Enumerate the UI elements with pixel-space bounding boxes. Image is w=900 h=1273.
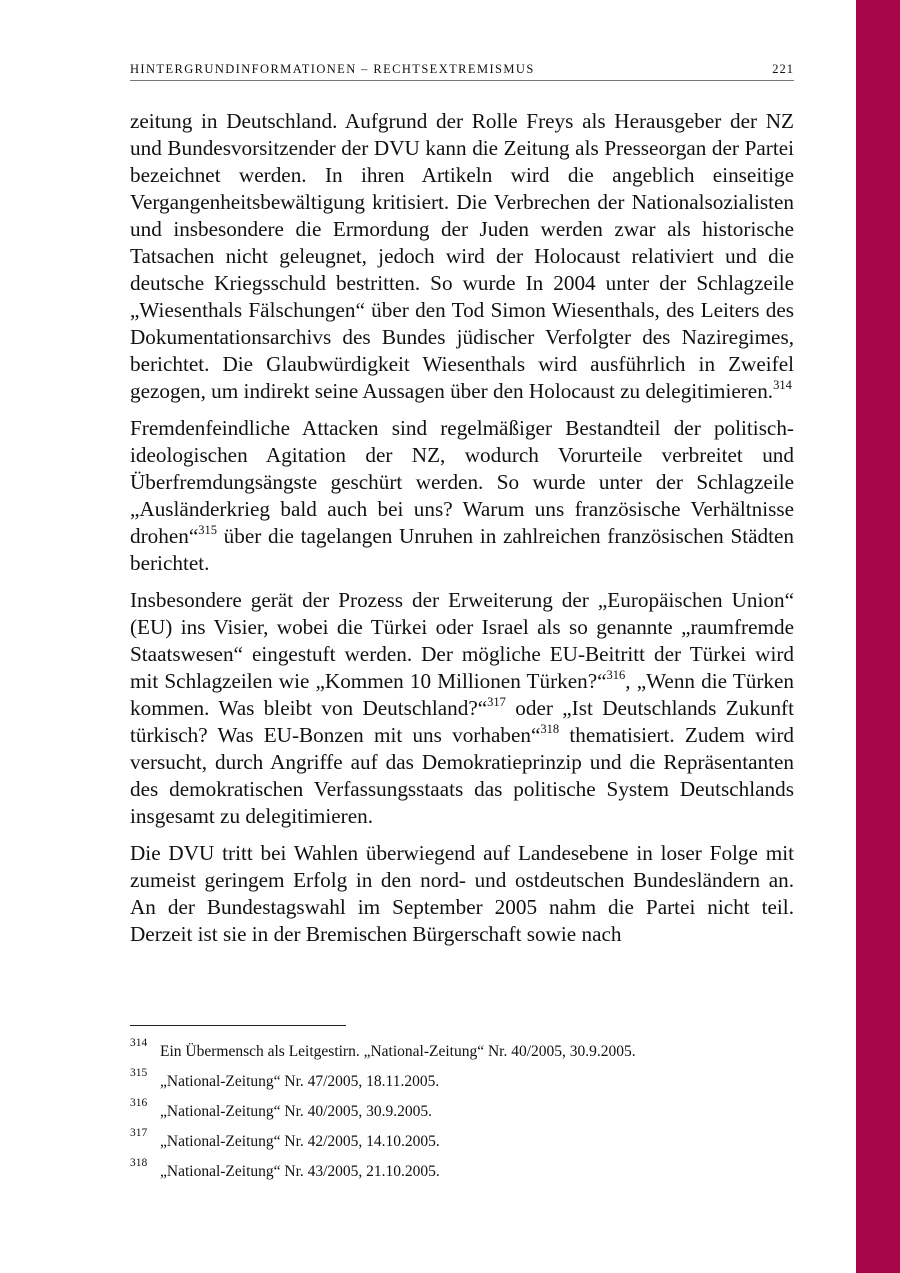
footnote-text: Ein Übermensch als Leitgestirn. „National-Zeitung“ Nr. 40/2005, 30.9.2005. [160, 1043, 636, 1060]
body-paragraph [130, 840, 794, 948]
footnote-item [130, 1097, 794, 1133]
footnote-number: 318 [130, 1157, 148, 1169]
footnote-number: 316 [130, 1097, 148, 1109]
footnote-separator [130, 1025, 346, 1026]
footnote-text: „National-Zeitung“ Nr. 47/2005, 18.11.2005. [160, 1073, 440, 1090]
paragraph-text: über die tagelangen Unruhen in zahlreichen französischen Städten berichtet. [130, 524, 794, 575]
footnote-item [130, 1157, 794, 1193]
paragraph-text: zeitung in Deutschland. Aufgrund der Rolle Freys als Herausgeber der NZ und Bundesvorsitzender der DVU kann die Zeitung als Presseorgan der Partei bezeichnet werden. In ihren Artikeln wird die angeblich einseitige Vergangenheitsbewältigung kritisiert. Die Verbrechen der Nationalsozialisten und insbesondere die Ermordung der Juden werden zwar als historische Tatsachen nicht geleugnet, jedoch wird der Holocaust relativiert und die deutsche Kriegsschuld bestritten. So wurde In 2004 unter der Schlagzeile „Wiesenthals Fälschungen“ über den Tod Simon Wiesenthals, des Leiters des Dokumentationsarchivs des Bundes jüdischer Verfolgter des Naziregimes, berichtet. Die Glaubwürdigkeit Wiesenthals wird ausführlich in Zweifel gezogen, um indirekt seine Aussagen über den Holocaust zu delegitimieren. [130, 109, 794, 403]
body-text [130, 108, 794, 958]
footnote-reference: 316 [606, 668, 626, 682]
footnotes [130, 1037, 794, 1193]
paragraph-text: oder „Ist Deutschlands Zukunft türkisch? Was EU-Bonzen mit uns vorhaben“ [130, 696, 794, 747]
page-number: 221 [772, 62, 794, 76]
footnote-reference: 314 [773, 378, 792, 392]
footnote-text: „National-Zeitung“ Nr. 43/2005, 21.10.2005. [160, 1163, 440, 1180]
running-header [130, 62, 794, 81]
paragraph-text: Insbesondere gerät der Prozess der Erweiterung der „Europäischen Union“ (EU) ins Visier, wobei die Türkei oder Israel als so genannte „raumfremde Staatswesen“ eingestuft werden. Der mögliche EU-Beitritt der Türkei wird mit Schlagzeilen wie „Kommen 10 Millionen Türken?“ [130, 588, 794, 693]
footnote-item [130, 1067, 794, 1103]
footnote-number: 314 [130, 1037, 148, 1049]
body-paragraph [130, 415, 794, 577]
footnote-reference: 318 [540, 722, 560, 736]
running-title: HINTERGRUNDINFORMATIONEN – RECHTSEXTREMISMUS [130, 62, 535, 76]
footnote-number: 317 [130, 1127, 148, 1139]
body-paragraph [130, 108, 794, 405]
footnote-reference: 315 [198, 523, 217, 537]
footnote-text: „National-Zeitung“ Nr. 40/2005, 30.9.2005. [160, 1103, 433, 1120]
paragraph-text: Die DVU tritt bei Wahlen überwiegend auf Landesebene in loser Folge mit zumeist geringem Erfolg in den nord- und ostdeutschen Bundesländern an. An der Bundestagswahl im September 2005 nahm die Partei nicht teil. Derzeit ist sie in der Bremischen Bürgerschaft sowie nach [130, 841, 794, 946]
body-paragraph [130, 587, 794, 830]
footnote-reference: 317 [487, 695, 506, 709]
footnote-item [130, 1037, 794, 1073]
footnote-number: 315 [130, 1067, 148, 1079]
paragraph-text: Fremdenfeindliche Attacken sind regelmäßiger Bestandteil der politisch-ideologischen Agitation der NZ, wodurch Vorurteile verbreitet und Überfremdungsängste geschürt werden. So wurde unter der Schlagzeile „Ausländerkrieg bald auch bei uns? Warum uns französische Verhältnisse drohen“ [130, 416, 794, 548]
footnote-item [130, 1127, 794, 1163]
footnote-text: „National-Zeitung“ Nr. 42/2005, 14.10.2005. [160, 1133, 440, 1150]
page-edge-color-bar [856, 0, 900, 1273]
paragraph-text: , „Wenn die Türken kommen. Was bleibt von Deutschland?“ [130, 669, 794, 720]
paragraph-text: thematisiert. Zudem wird versucht, durch Angriffe auf das Demokratieprinzip und die Repräsentanten des demokratischen Verfassungsstaats das politische System Deutschlands insgesamt zu delegitimieren. [130, 723, 794, 828]
